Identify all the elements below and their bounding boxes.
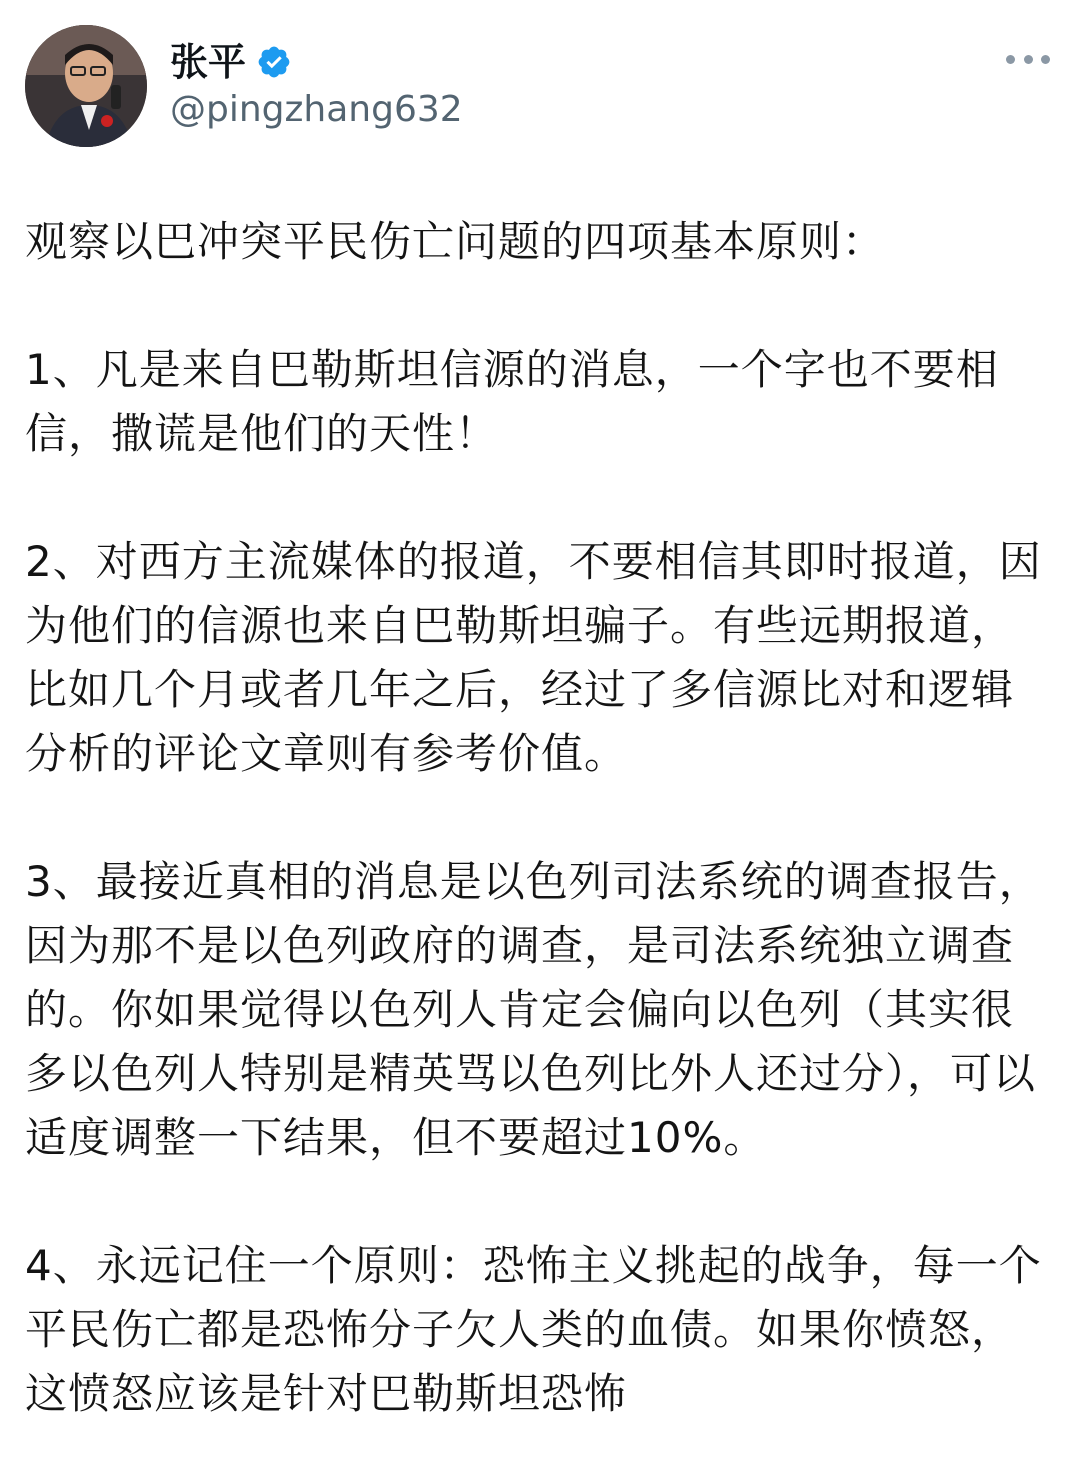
avatar[interactable] bbox=[25, 25, 147, 147]
author-name-row bbox=[170, 38, 292, 86]
dot bbox=[1024, 55, 1033, 64]
tweet-point-1: 1、凡是来自巴勒斯坦信源的消息，一个字也不要相信，撒谎是他们的天性！ bbox=[25, 345, 999, 458]
tweet-point-2: 2、对西方主流媒体的报道，不要相信其即时报道，因为他们的信源也来自巴勒斯坦骗子。有些远期报道，比如几个月或者几年之后，经过了多信源比对和逻辑分析的评论文章则有参考价值。 bbox=[25, 537, 1042, 778]
dot bbox=[1041, 55, 1050, 64]
tweet-point-3: 3、最接近真相的消息是以色列司法系统的调查报告，因为那不是以色列政府的调查，是司法系统独立调查的。你如果觉得以色列人肯定会偏向以色列（其实很多以色列人特别是精英骂以色列比外人还过分），可以适度调整一下结果，但不要超过10%。 bbox=[25, 857, 1042, 1162]
tweet-point-4: 4、永远记住一个原则：恐怖主义挑起的战争，每一个平民伤亡都是恐怖分子欠人类的血债。如果你愤怒，这愤怒应该是针对巴勒斯坦恐怖 bbox=[25, 1241, 1042, 1418]
more-horizontal-icon[interactable] bbox=[1006, 46, 1050, 72]
verified-badge-icon bbox=[256, 44, 292, 80]
display-name[interactable]: 张平 bbox=[170, 40, 247, 84]
watermark-overlay bbox=[810, 1410, 1080, 1480]
dot bbox=[1006, 55, 1015, 64]
tweet-header bbox=[0, 0, 1080, 170]
tweet-intro: 观察以巴冲突平民伤亡问题的四项基本原则： bbox=[25, 217, 886, 266]
tweet-text bbox=[25, 210, 1055, 1480]
user-photo-avatar-icon bbox=[25, 25, 147, 147]
user-handle[interactable]: @pingzhang632 bbox=[170, 89, 463, 130]
